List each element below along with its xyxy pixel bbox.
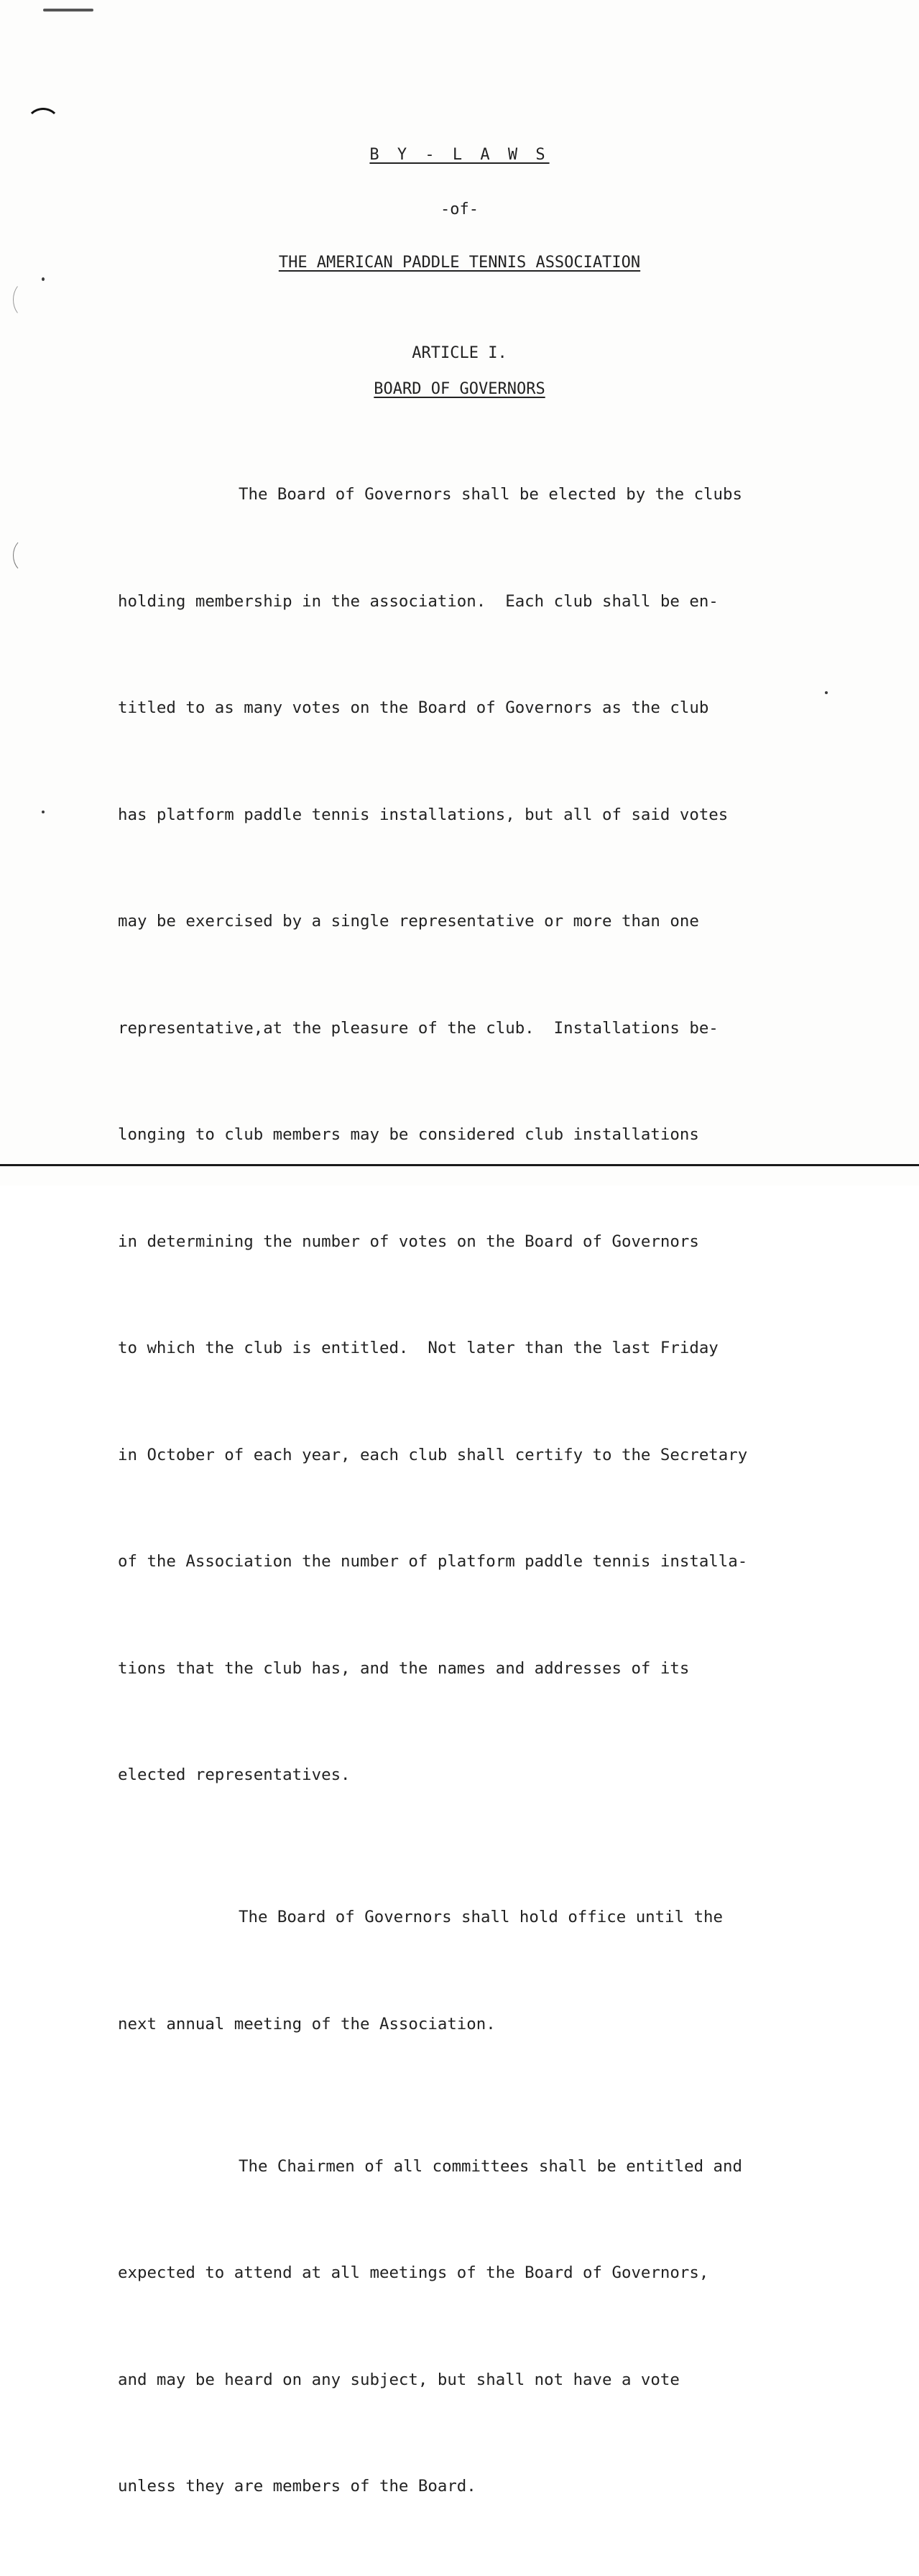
paragraph-line: and may be heard on any subject, but shall not have a vote: [118, 2370, 680, 2389]
paragraph-line: longing to club members may be considered club installations: [118, 1125, 699, 1144]
punch-hole-mark: [13, 537, 43, 573]
paragraph-line: in determining the number of votes on the Board of Governors: [118, 1232, 699, 1251]
article-number: ARTICLE I.: [412, 344, 507, 362]
paragraph-line: The Board of Governors shall be elected by the clubs: [239, 485, 742, 504]
punch-hole-mark: [26, 108, 60, 141]
paragraph-line: elected representatives.: [118, 1765, 351, 1784]
scan-speck: [43, 9, 93, 11]
paragraph-line: The Chairmen of all committees shall be entitled and: [239, 2156, 742, 2176]
document-title-connector: -of-: [440, 200, 479, 218]
paragraph-line: may be exercised by a single representative or more than one: [118, 912, 699, 931]
page-bottom-rule: [0, 1164, 919, 1166]
paragraph-line: titled to as many votes on the Board of Governors as the club: [118, 698, 709, 717]
article-body: [118, 406, 829, 2576]
punch-hole-mark: [13, 282, 39, 318]
article-heading: BOARD OF GOVERNORS: [374, 380, 545, 398]
paragraph-line: expected to attend at all meetings of the Board of Governors,: [118, 2263, 709, 2282]
paragraph-line: next annual meeting of the Association.: [118, 2014, 496, 2033]
paragraph-line: holding membership in the association. Each club shall be en-: [118, 591, 719, 611]
paragraph-line: to which the club is entitled. Not later than the last Friday: [118, 1339, 719, 1357]
document-title: B Y - L A W S: [369, 146, 550, 164]
organization-name: THE AMERICAN PADDLE TENNIS ASSOCIATION: [278, 254, 641, 272]
paragraph-line: The Board of Governors shall hold office until the: [239, 1908, 724, 1926]
paragraph-line: unless they are members of the Board.: [118, 2477, 476, 2496]
scan-speck: [42, 277, 45, 281]
paragraph-line: in October of each year, each club shall certify to the Secretary: [118, 1445, 748, 1464]
paragraph-line: has platform paddle tennis installations, but all of said votes: [118, 805, 729, 824]
paragraph-line: representative,at the pleasure of the club. Installations be-: [118, 1018, 719, 1038]
paragraph-line: of the Association the number of platform paddle tennis installa-: [118, 1552, 748, 1571]
paragraph-line: tions that the club has, and the names and addresses of its: [118, 1658, 690, 1678]
scan-speck: [42, 811, 45, 813]
